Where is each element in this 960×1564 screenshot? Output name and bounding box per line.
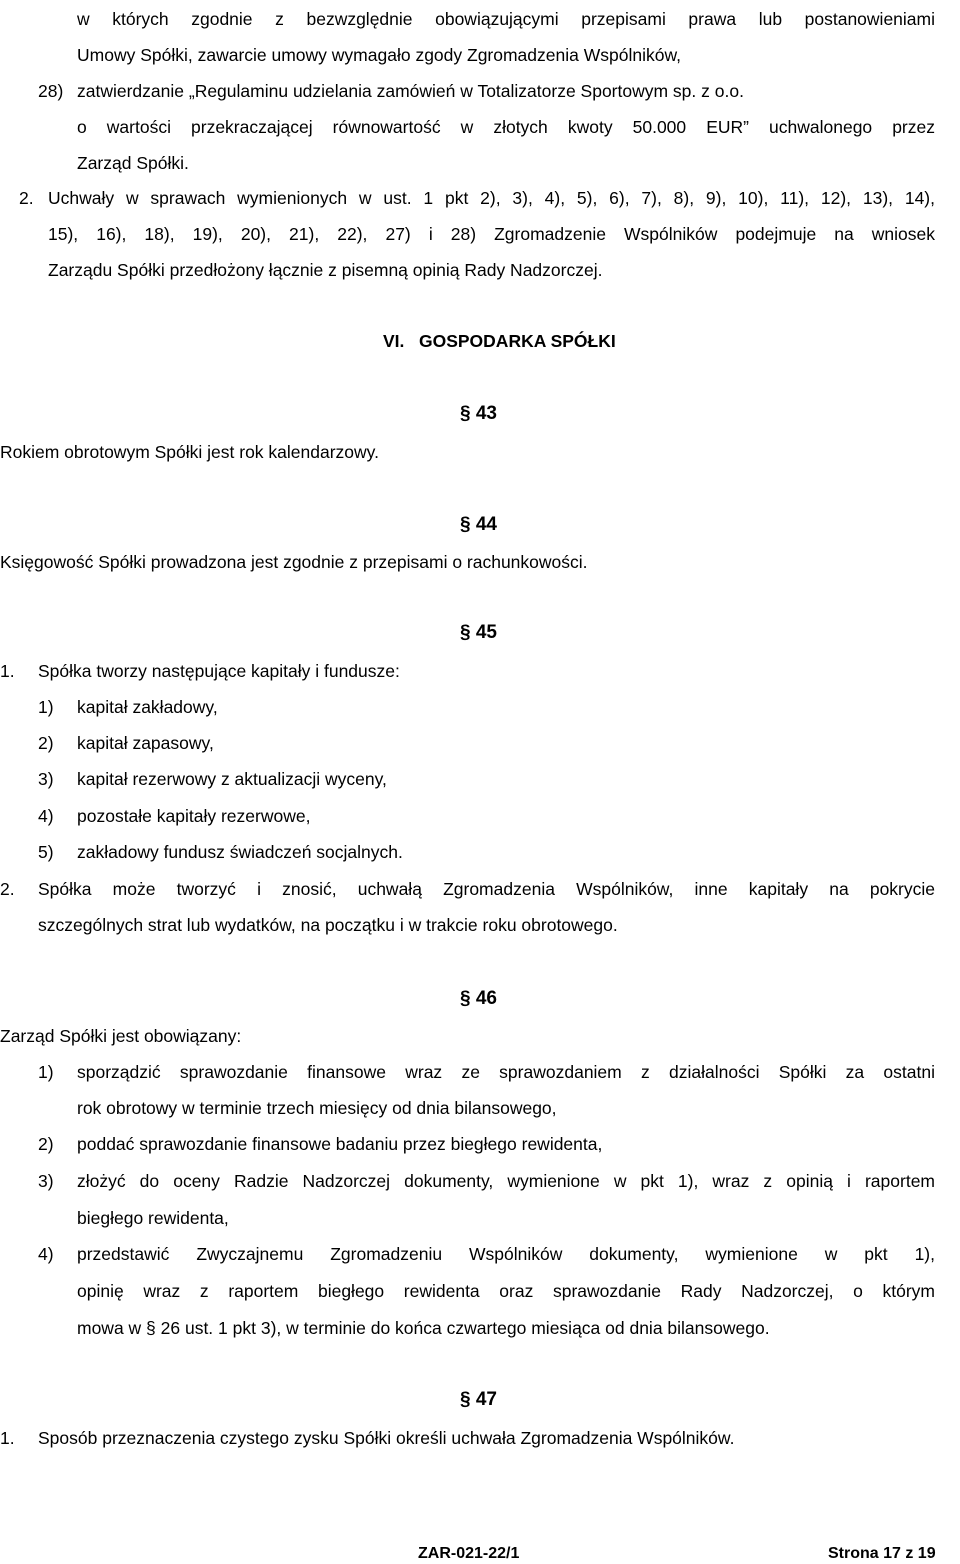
paragraph-number: 1. [0, 1428, 15, 1448]
list-number: 28) [38, 81, 64, 101]
text-line: Rokiem obrotowym Spółki jest rok kalendarzowy. [0, 442, 379, 462]
text-line: Zarząd Spółki jest obowiązany: [0, 1026, 242, 1046]
text-line: sporządzić sprawozdanie finansowe wraz ze sprawozdaniem z działalności Spółki za ostatni [77, 1062, 935, 1082]
text-line: o wartości przekraczającej równowartość w złotych kwoty 50.000 EUR” uchwalonego przez [77, 117, 935, 137]
list-number: 4) [38, 1244, 54, 1264]
text-line: Uchwały w sprawach wymienionych w ust. 1 pkt 2), 3), 4), 5), 6), 7), 8), 9), 10), 11), 12), 13), 14), [48, 188, 935, 208]
paragraph-sign: § 43 [460, 403, 497, 424]
list-number: 1) [38, 1062, 54, 1082]
list-item: kapitał rezerwowy z aktualizacji wyceny, [77, 769, 387, 789]
paragraph-sign: § 46 [460, 988, 497, 1009]
paragraph-number: 2. [19, 188, 34, 208]
text-line: złożyć do oceny Radzie Nadzorczej dokumenty, wymienione w pkt 1), wraz z opinią i raportem [77, 1171, 935, 1191]
list-item: kapitał zapasowy, [77, 733, 214, 753]
text-line: rok obrotowy w terminie trzech miesięcy od dnia bilansowego, [77, 1098, 557, 1118]
paragraph-sign: § 47 [460, 1389, 497, 1410]
list-number: 4) [38, 806, 54, 826]
page-number: Strona 17 z 19 [828, 1545, 936, 1562]
paragraph-number: 1. [0, 661, 15, 681]
list-item: pozostałe kapitały rezerwowe, [77, 806, 311, 826]
text-line: Zarząd Spółki. [77, 153, 189, 173]
text-line: Spółka może tworzyć i znosić, uchwałą Zgromadzenia Wspólników, inne kapitały na pokrycie [38, 879, 935, 899]
text-line: szczególnych strat lub wydatków, na początku i w trakcie roku obrotowego. [38, 915, 618, 935]
text-line: przedstawić Zwyczajnemu Zgromadzeniu Wspólników dokumenty, wymienione w pkt 1), [77, 1244, 935, 1264]
text-line: opinię wraz z raportem biegłego rewidenta oraz sprawozdanie Rady Nadzorczej, o którym [77, 1281, 935, 1301]
document-id: ZAR-021-22/1 [418, 1545, 520, 1562]
text-line: zatwierdzanie „Regulaminu udzielania zamówień w Totalizatorze Sportowym sp. z o.o. [77, 81, 744, 101]
paragraph-number: 2. [0, 879, 15, 899]
text-line: poddać sprawozdanie finansowe badaniu przez biegłego rewidenta, [77, 1134, 603, 1154]
list-number: 2) [38, 1134, 54, 1154]
list-number: 1) [38, 697, 54, 717]
text-line: 15), 16), 18), 19), 20), 21), 22), 27) i 28) Zgromadzenie Wspólników podejmuje na wniosek [48, 224, 935, 244]
text-line: biegłego rewidenta, [77, 1208, 229, 1228]
text-line: w których zgodnie z bezwzględnie obowiązującymi przepisami prawa lub postanowieniami [77, 9, 935, 29]
list-number: 5) [38, 842, 54, 862]
list-number: 3) [38, 769, 54, 789]
text-line: Umowy Spółki, zawarcie umowy wymagało zgody Zgromadzenia Wspólników, [77, 45, 681, 65]
paragraph-sign: § 44 [460, 514, 497, 535]
paragraph-sign: § 45 [460, 622, 497, 643]
list-item: zakładowy fundusz świadczeń socjalnych. [77, 842, 403, 862]
section-title: VI. GOSPODARKA SPÓŁKI [383, 331, 616, 351]
list-item: kapitał zakładowy, [77, 697, 218, 717]
text-line: Sposób przeznaczenia czystego zysku Spółki określi uchwała Zgromadzenia Wspólników. [38, 1428, 735, 1448]
text-line: Księgowość Spółki prowadzona jest zgodnie z przepisami o rachunkowości. [0, 552, 588, 572]
text-line: Zarządu Spółki przedłożony łącznie z pisemną opinią Rady Nadzorczej. [48, 260, 603, 280]
text-line: Spółka tworzy następujące kapitały i fundusze: [38, 661, 400, 681]
text-line: mowa w § 26 ust. 1 pkt 3), w terminie do końca czwartego miesiąca od dnia bilansowego. [77, 1318, 770, 1338]
list-number: 3) [38, 1171, 54, 1191]
list-number: 2) [38, 733, 54, 753]
